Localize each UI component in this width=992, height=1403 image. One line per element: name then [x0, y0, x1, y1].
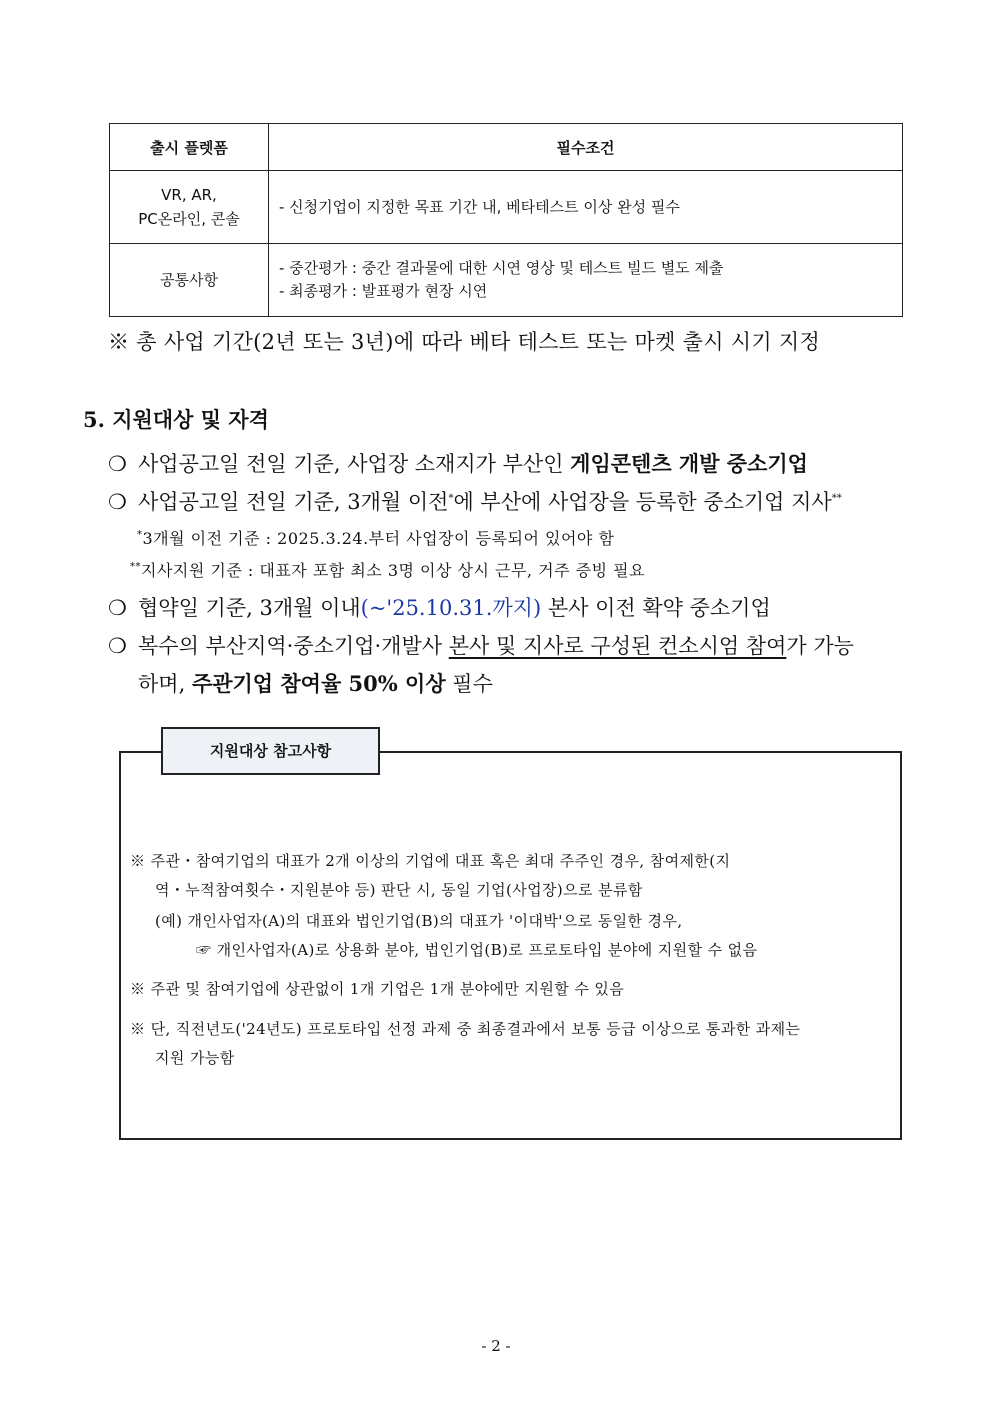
footnote-2: [130, 558, 645, 581]
bullet-item-2: [108, 486, 842, 516]
bullet-text: 복수의 부산지역·중소기업·개발사: [138, 634, 449, 658]
reference-line: ※ 단, 직전년도('24년도) 프로토타입 선정 과제 중 최종결과에서 보통 등급 이상으로 통과한 과제는: [130, 1020, 801, 1038]
bullet-text: 필수: [445, 672, 493, 696]
bullet-blue-text: (~'25.10.31.까지): [360, 596, 542, 620]
bullet-underlined: 본사 및 지사로 구성된 컨소시엄 참여: [448, 634, 787, 658]
bullet-bold: 게임콘텐츠 개발 중소기업: [570, 451, 808, 476]
page-number: - 2 -: [481, 1337, 511, 1355]
bullet-item-4: [108, 630, 854, 660]
footnote-mark: *: [448, 493, 454, 504]
reference-line: 지원 가능함: [155, 1049, 235, 1067]
bullet-text: 사업공고일 전일 기준, 3개월 이전: [138, 490, 449, 514]
condition-cell: [269, 244, 903, 317]
bullet-text: 하며,: [138, 672, 192, 696]
table-row: [110, 244, 903, 317]
platform-cell: [110, 171, 269, 244]
footnote-mark: **: [130, 561, 141, 573]
platform-line: PC온라인, 콘솔: [138, 210, 240, 228]
section-title: 5. 지원대상 및 자격: [83, 407, 269, 432]
condition-line: - 최종평가 : 발표평가 현장 시연: [279, 282, 488, 300]
reference-line: ※ 주관・참여기업의 대표가 2개 이상의 기업에 대표 혹은 최대 주주인 경우, 참여제한(지: [130, 852, 731, 870]
bullet-item-4-continued: [138, 668, 493, 698]
reference-line: 역・누적참여횟수・지원분야 등) 판단 시, 동일 기업(사업장)으로 분류함: [155, 881, 643, 899]
reference-line: ☞ 개인사업자(A)로 상용화 분야, 법인기업(B)로 프로토타입 분야에 지원할 수 없음: [196, 941, 758, 959]
table-note: ※ 총 사업 기간(2년 또는 3년)에 따라 베타 테스트 또는 마켓 출시 시기 지정: [108, 330, 821, 354]
bullet-mark: ❍: [108, 490, 127, 514]
footnote-text: 지사지원 기준 : 대표자 포함 최소 3명 이상 상시 근무, 거주 증빙 필요: [141, 561, 646, 580]
reference-line: (예) 개인사업자(A)의 대표와 법인기업(B)의 대표가 '이대박'으로 동일한 경우,: [155, 912, 683, 930]
table-row: [110, 171, 903, 244]
footnote-mark: **: [831, 493, 842, 504]
requirements-table: [109, 123, 903, 317]
footnote-text: 3개월 이전 기준 : 2025.3.24.부터 사업장이 등록되어 있어야 함: [142, 529, 615, 548]
bullet-mark: ❍: [108, 634, 127, 658]
table-header-conditions: 필수조건: [269, 124, 903, 171]
platform-cell: [110, 244, 269, 317]
bullet-text: 에 부산에 사업장을 등록한 중소기업 지사: [453, 490, 832, 514]
bullet-mark: ❍: [108, 452, 127, 476]
condition-line: - 신청기업이 지정한 목표 기간 내, 베타테스트 이상 완성 필수: [279, 197, 680, 216]
condition-line: - 중간평가 : 중간 결과물에 대한 시연 영상 및 테스트 빌드 별도 제출: [279, 259, 724, 277]
platform-line: 공통사항: [160, 271, 218, 289]
platform-line: VR, AR,: [161, 186, 217, 204]
bullet-text: 사업공고일 전일 기준, 사업장 소재지가 부산인: [138, 452, 571, 476]
bullet-text: 본사 이전 확약 중소기업: [541, 596, 771, 620]
bullet-item-1: [108, 448, 808, 478]
reference-box-title: 지원대상 참고사항: [161, 727, 380, 775]
bullet-text: 가 가능: [786, 634, 854, 658]
bullet-bold: 주관기업 참여율 50% 이상: [191, 671, 446, 696]
bullet-item-3: [108, 592, 771, 622]
footnote-1: [137, 526, 614, 549]
bullet-text: 협약일 기준, 3개월 이내: [138, 596, 361, 620]
footnote-mark: *: [137, 529, 143, 541]
bullet-mark: ❍: [108, 596, 127, 620]
table-header-platform: 출시 플렛폼: [110, 124, 269, 171]
reference-line: ※ 주관 및 참여기업에 상관없이 1개 기업은 1개 분야에만 지원할 수 있음: [130, 980, 625, 998]
condition-cell: [269, 171, 903, 244]
